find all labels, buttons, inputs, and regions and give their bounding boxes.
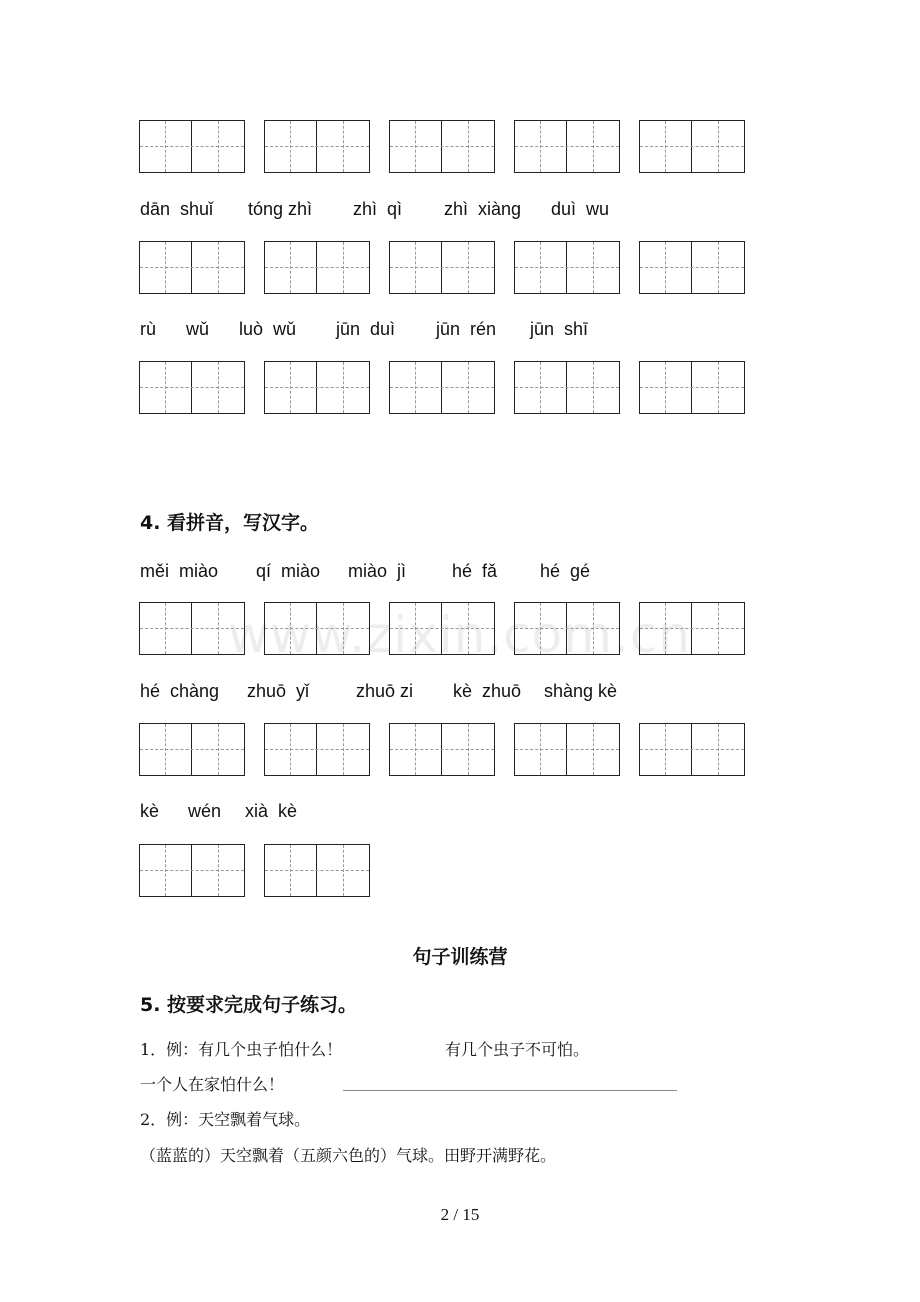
exercise-example-answer: 有几个虫子不可怕。 [445,1040,590,1059]
writing-box[interactable] [264,602,370,655]
pinyin-word: jūn duì [336,319,396,339]
pinyin-word: dān shuǐ [140,199,214,219]
writing-box[interactable] [264,241,370,294]
pinyin-word: hé gé [540,561,591,581]
exercise-example: 1．例：有几个虫子怕什么！ [140,1040,343,1059]
pinyin-word: měi miào [140,561,219,581]
pinyin-word: wén [188,801,222,821]
writing-box[interactable] [389,361,495,414]
exercise-example: 2．例：天空飘着气球。 [140,1110,311,1129]
writing-box[interactable] [639,361,745,414]
pinyin-word: luò wǔ [239,319,297,339]
watermark: www.zixin.com.cn [228,606,692,664]
pinyin-word: rù [140,319,157,339]
writing-box[interactable] [639,241,745,294]
writing-box[interactable] [139,241,245,294]
section-title: 句子训练营 [412,946,508,968]
answer-line[interactable] [343,1090,677,1091]
writing-box[interactable] [389,120,495,173]
pinyin-word: shàng kè [544,681,618,701]
writing-box[interactable] [139,361,245,414]
writing-box[interactable] [639,120,745,173]
writing-box[interactable] [514,361,620,414]
writing-box[interactable] [264,723,370,776]
pinyin-word: miào jì [348,561,407,581]
pinyin-word: zhuō yǐ [247,681,310,701]
writing-box[interactable] [264,361,370,414]
writing-box[interactable] [514,723,620,776]
pinyin-word: duì wu [551,199,610,219]
writing-box[interactable] [264,120,370,173]
pinyin-word: zhì xiàng [444,199,522,219]
writing-box[interactable] [639,723,745,776]
pinyin-word: xià kè [245,801,298,821]
pinyin-word: zhì qì [353,199,403,219]
section-heading: 5. 按要求完成句子练习。 [140,994,358,1016]
pinyin-word: qí miào [256,561,321,581]
exercise-prompt: 一个人在家怕什么！ [140,1075,285,1094]
writing-box[interactable] [389,602,495,655]
writing-box[interactable] [139,120,245,173]
writing-box[interactable] [139,844,245,897]
writing-box[interactable] [389,723,495,776]
pinyin-word: jūn shī [530,319,589,339]
writing-box[interactable] [514,241,620,294]
writing-box[interactable] [639,602,745,655]
pinyin-word: hé fǎ [452,561,498,581]
pinyin-word: kè [140,801,160,821]
page-number: 2 / 15 [440,1205,480,1224]
section-heading: 4. 看拼音，写汉字。 [140,512,320,534]
pinyin-word: wǔ [186,319,210,339]
exercise-prompt: （蓝蓝的）天空飘着（五颜六色的）气球。田野开满野花。 [140,1146,557,1165]
pinyin-word: hé chàng [140,681,220,701]
writing-box[interactable] [389,241,495,294]
pinyin-word: kè zhuō [453,681,522,701]
pinyin-word: tóng zhì [248,199,313,219]
writing-box[interactable] [264,844,370,897]
writing-box[interactable] [139,602,245,655]
pinyin-word: jūn rén [436,319,497,339]
writing-box[interactable] [514,120,620,173]
writing-box[interactable] [139,723,245,776]
pinyin-word: zhuō zi [356,681,414,701]
writing-box[interactable] [514,602,620,655]
